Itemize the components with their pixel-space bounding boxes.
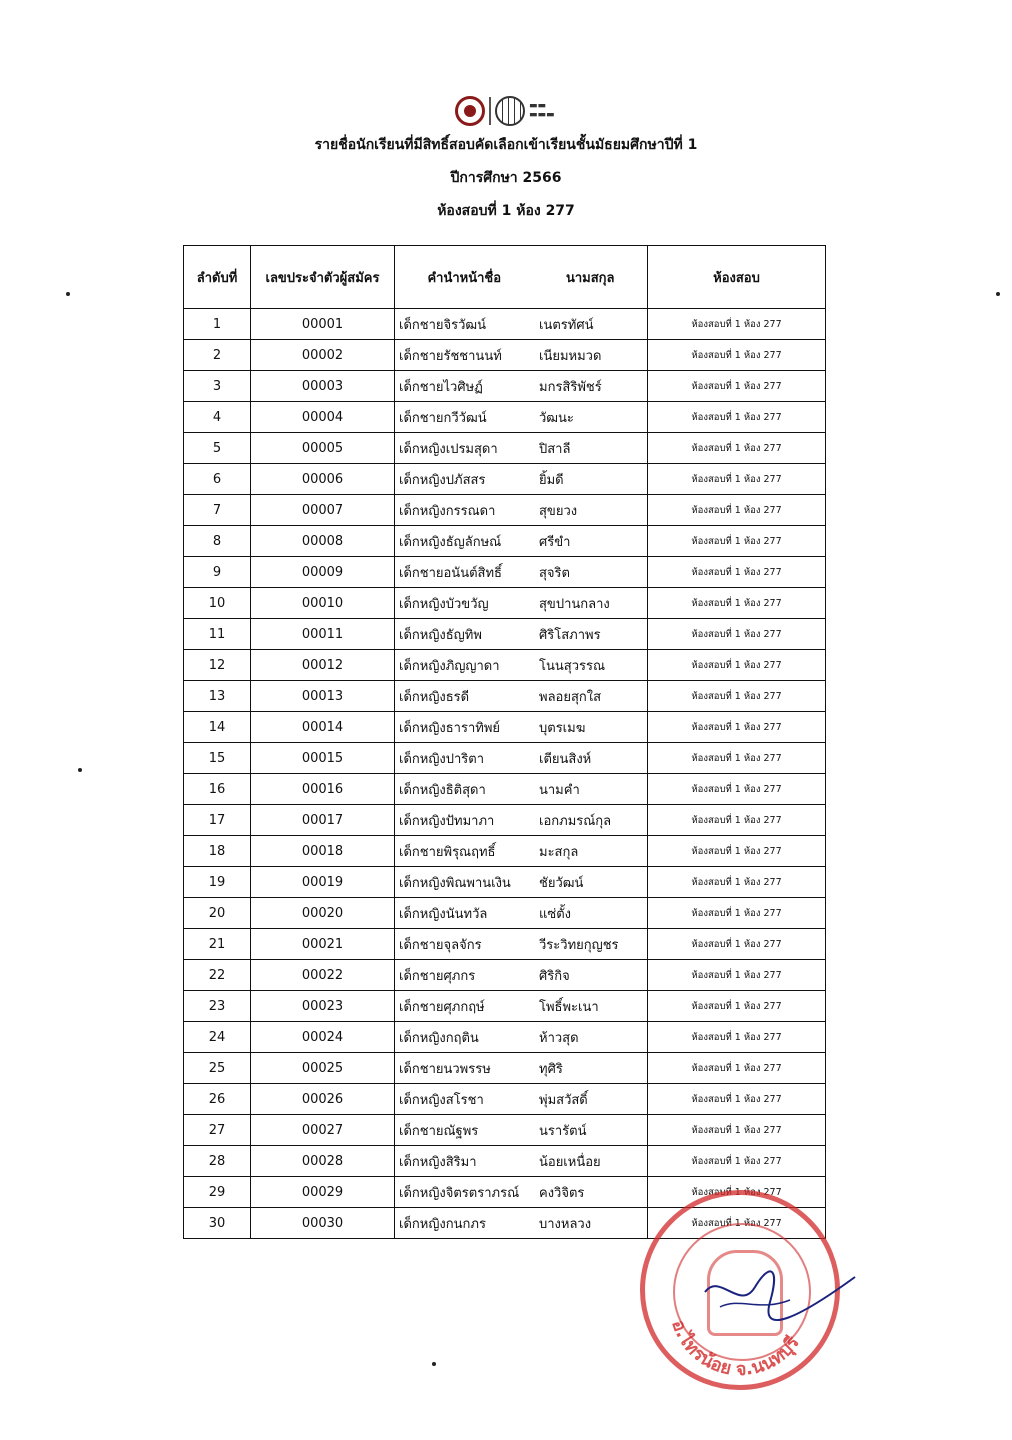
cell-surname: โพธิ์พะเนา [539,999,599,1015]
cell-applicant-id: 00018 [251,836,395,867]
cell-surname: ยิ้มดี [539,472,564,488]
cell-name [395,712,648,743]
cell-first-name: เด็กหญิงกนกภร [399,1216,486,1232]
table-row [184,588,826,619]
table-row [184,681,826,712]
table-body [184,309,826,1239]
cell-first-name: เด็กหญิงปาริตา [399,751,485,767]
cell-first-name: เด็กหญิงธรดี [399,689,470,705]
table-row [184,650,826,681]
cell-exam-room: ห้องสอบที่ 1 ห้อง 277 [648,1177,826,1208]
cell-first-name: เด็กหญิงธิติสุดา [399,782,486,798]
cell-first-name: เด็กชายไวศิษฏ์ [399,379,483,395]
cell-no: 18 [184,836,251,867]
cell-first-name: เด็กหญิงปภัสสร [399,472,486,488]
cell-applicant-id: 00001 [251,309,395,340]
cell-applicant-id: 00030 [251,1208,395,1239]
cell-exam-room: ห้องสอบที่ 1 ห้อง 277 [648,774,826,805]
cell-applicant-id: 00017 [251,805,395,836]
cell-applicant-id: 00007 [251,495,395,526]
cell-first-name: เด็กชายรัชชานนท์ [399,348,502,364]
cell-exam-room: ห้องสอบที่ 1 ห้อง 277 [648,433,826,464]
cell-no: 12 [184,650,251,681]
cell-no: 4 [184,402,251,433]
table-row [184,340,826,371]
cell-first-name: เด็กชายณัฐพร [399,1123,479,1139]
cell-no: 22 [184,960,251,991]
cell-surname: นามคำ [539,782,580,798]
cell-applicant-id: 00009 [251,557,395,588]
cell-name [395,898,648,929]
cell-no: 19 [184,867,251,898]
cell-surname: สุขปานกลาง [539,596,610,612]
cell-first-name: เด็กชายจุลจักร [399,937,482,953]
cell-applicant-id: 00016 [251,774,395,805]
cell-exam-room: ห้องสอบที่ 1 ห้อง 277 [648,743,826,774]
cell-no: 3 [184,371,251,402]
cell-exam-room: ห้องสอบที่ 1 ห้อง 277 [648,836,826,867]
scan-speck [66,292,70,296]
cell-first-name: เด็กชายศุภกร [399,968,476,984]
table-row [184,402,826,433]
table-row [184,495,826,526]
table-row [184,805,826,836]
cell-no: 16 [184,774,251,805]
cell-surname: ห้าวสุด [539,1030,579,1046]
table-row [184,309,826,340]
cell-name [395,650,648,681]
cell-first-name: เด็กชายอนันต์สิทธิ์ [399,565,502,581]
cell-name [395,774,648,805]
cell-name [395,991,648,1022]
cell-surname: แซ่ตั้ง [539,906,571,922]
cell-no: 11 [184,619,251,650]
cell-first-name: เด็กชายนวพรรษ [399,1061,491,1077]
cell-first-name: เด็กหญิงกรรณดา [399,503,496,519]
cell-no: 27 [184,1115,251,1146]
cell-applicant-id: 00004 [251,402,395,433]
cell-surname: สุขยวง [539,503,578,519]
globe-logo-icon [495,96,525,126]
cell-no: 5 [184,433,251,464]
cell-applicant-id: 00015 [251,743,395,774]
cell-applicant-id: 00021 [251,929,395,960]
cell-exam-room: ห้องสอบที่ 1 ห้อง 277 [648,402,826,433]
cell-exam-room: ห้องสอบที่ 1 ห้อง 277 [648,557,826,588]
cell-first-name: เด็กหญิงบัวขวัญ [399,596,489,612]
table-row [184,991,826,1022]
cell-first-name: เด็กหญิงสโรชา [399,1092,484,1108]
cell-surname: ทุศิริ [539,1061,563,1077]
cell-exam-room: ห้องสอบที่ 1 ห้อง 277 [648,1053,826,1084]
table-row [184,464,826,495]
cell-first-name: เด็กหญิงเปรมสุดา [399,441,498,457]
cell-name [395,1084,648,1115]
cell-surname: มะสกุล [539,844,579,860]
cell-first-name: เด็กหญิงภิญญาดา [399,658,500,674]
cell-name [395,340,648,371]
cell-first-name: เด็กชายจิรวัฒน์ [399,317,487,333]
cell-surname: เนียมหมวด [539,348,602,364]
cell-surname: ศรีขำ [539,534,571,550]
cell-surname: เนตรทัศน์ [539,317,594,333]
scan-speck [78,768,82,772]
table-row [184,433,826,464]
cell-name [395,867,648,898]
cell-surname: เอกภมรณ์กุล [539,813,612,829]
cell-applicant-id: 00020 [251,898,395,929]
cell-surname: พลอยสุกใส [539,689,602,705]
cell-first-name: เด็กหญิงกฤติน [399,1030,479,1046]
table-row [184,371,826,402]
cell-surname: คงวิจิตร [539,1185,585,1201]
table-row [184,867,826,898]
cell-applicant-id: 00008 [251,526,395,557]
cell-exam-room: ห้องสอบที่ 1 ห้อง 277 [648,898,826,929]
cell-surname: เตียนสิงห์ [539,751,592,767]
cell-surname: ศิริโสภาพร [539,627,601,643]
cell-first-name: เด็กชายศุภกฤษ์ [399,999,485,1015]
cell-surname: ปิสาลี [539,441,571,457]
cell-name [395,960,648,991]
cell-exam-room: ห้องสอบที่ 1 ห้อง 277 [648,960,826,991]
cell-name [395,1208,648,1239]
header-logos [455,94,585,128]
table-row [184,1053,826,1084]
cell-name [395,588,648,619]
cell-applicant-id: 00025 [251,1053,395,1084]
logo-wordmark: ▬▬ ▬▬▬ [529,101,555,120]
cell-no: 17 [184,805,251,836]
scan-speck [996,292,1000,296]
cell-surname: บุตรเมฆ [539,720,586,736]
cell-no: 15 [184,743,251,774]
cell-exam-room: ห้องสอบที่ 1 ห้อง 277 [648,991,826,1022]
cell-surname: ชัยวัฒน์ [539,875,584,891]
cell-name [395,619,648,650]
cell-first-name: เด็กหญิงธัญลักษณ์ [399,534,502,550]
table-row [184,898,826,929]
school-emblem-icon [455,96,485,126]
cell-applicant-id: 00005 [251,433,395,464]
cell-applicant-id: 00024 [251,1022,395,1053]
cell-surname: บางหลวง [539,1216,592,1232]
cell-name [395,681,648,712]
svg-text:อ.ไทรน้อย จ.นนทบุรี [667,1317,804,1380]
cell-surname: พุ่มสวัสดิ์ [539,1092,588,1108]
cell-applicant-id: 00027 [251,1115,395,1146]
cell-name [395,309,648,340]
cell-exam-room: ห้องสอบที่ 1 ห้อง 277 [648,464,826,495]
cell-no: 28 [184,1146,251,1177]
cell-name [395,402,648,433]
cell-applicant-id: 00019 [251,867,395,898]
logo-divider [489,97,491,125]
cell-no: 14 [184,712,251,743]
cell-exam-room: ห้องสอบที่ 1 ห้อง 277 [648,1146,826,1177]
cell-exam-room: ห้องสอบที่ 1 ห้อง 277 [648,712,826,743]
cell-first-name: เด็กหญิงนันทวัล [399,906,488,922]
cell-name [395,371,648,402]
table-header-row [184,246,826,309]
cell-name [395,836,648,867]
cell-first-name: เด็กหญิงธัญทิพ [399,627,482,643]
cell-exam-room: ห้องสอบที่ 1 ห้อง 277 [648,1084,826,1115]
table-row [184,929,826,960]
cell-no: 21 [184,929,251,960]
cell-no: 25 [184,1053,251,1084]
cell-exam-room: ห้องสอบที่ 1 ห้อง 277 [648,371,826,402]
signature [700,1262,860,1322]
cell-no: 23 [184,991,251,1022]
cell-no: 20 [184,898,251,929]
cell-first-name: เด็กชายกวีวัฒน์ [399,410,487,426]
cell-no: 10 [184,588,251,619]
cell-name [395,526,648,557]
scan-speck [432,1362,436,1366]
cell-exam-room: ห้องสอบที่ 1 ห้อง 277 [648,1208,826,1239]
cell-applicant-id: 00003 [251,371,395,402]
cell-first-name: เด็กหญิงสิริมา [399,1154,477,1170]
cell-exam-room: ห้องสอบที่ 1 ห้อง 277 [648,526,826,557]
cell-no: 6 [184,464,251,495]
cell-no: 13 [184,681,251,712]
col-header-prefix-name: คำนำหน้าชื่อ [427,270,502,286]
cell-name [395,557,648,588]
cell-applicant-id: 00012 [251,650,395,681]
document-title: รายชื่อนักเรียนที่มีสิทธิ์สอบคัดเลือกเข้าเรียนชั้นมัธยมศึกษาปีที่ 1 [314,137,698,153]
table-row [184,619,826,650]
cell-first-name: เด็กหญิงพิณพานเงิน [399,875,511,891]
table-row [184,743,826,774]
cell-exam-room: ห้องสอบที่ 1 ห้อง 277 [648,1022,826,1053]
cell-name [395,464,648,495]
cell-first-name: เด็กชายพิรุณฤทธิ์ [399,844,496,860]
cell-surname: นรารัตน์ [539,1123,587,1139]
table-row [184,1084,826,1115]
cell-name [395,743,648,774]
cell-exam-room: ห้องสอบที่ 1 ห้อง 277 [648,1115,826,1146]
cell-name [395,805,648,836]
col-header-no: ลำดับที่ [184,246,251,309]
table-row [184,712,826,743]
cell-surname: วัฒนะ [539,410,574,426]
exam-room-heading: ห้องสอบที่ 1 ห้อง 277 [437,203,575,219]
cell-exam-room: ห้องสอบที่ 1 ห้อง 277 [648,867,826,898]
col-header-name [395,246,648,309]
table-row [184,1146,826,1177]
cell-exam-room: ห้องสอบที่ 1 ห้อง 277 [648,650,826,681]
cell-no: 26 [184,1084,251,1115]
table-row [184,836,826,867]
cell-applicant-id: 00028 [251,1146,395,1177]
cell-no: 2 [184,340,251,371]
table-row [184,1115,826,1146]
cell-first-name: เด็กหญิงปัทมาภา [399,813,495,829]
cell-applicant-id: 00013 [251,681,395,712]
cell-name [395,929,648,960]
cell-applicant-id: 00002 [251,340,395,371]
cell-first-name: เด็กหญิงจิตรตราภรณ์ [399,1185,520,1201]
academic-year: ปีการศึกษา 2566 [450,170,562,186]
cell-surname: สุจริต [539,565,570,581]
table-row [184,1022,826,1053]
cell-exam-room: ห้องสอบที่ 1 ห้อง 277 [648,805,826,836]
cell-exam-room: ห้องสอบที่ 1 ห้อง 277 [648,929,826,960]
col-header-exam-room: ห้องสอบ [648,246,826,309]
cell-no: 30 [184,1208,251,1239]
cell-no: 7 [184,495,251,526]
col-header-surname: นามสกุล [565,270,615,286]
cell-surname: โนนสุวรรณ [539,658,606,674]
table-row [184,526,826,557]
cell-surname: มกรสิริพัชร์ [539,379,602,395]
cell-no: 1 [184,309,251,340]
cell-exam-room: ห้องสอบที่ 1 ห้อง 277 [648,619,826,650]
cell-applicant-id: 00010 [251,588,395,619]
cell-surname: วีระวิทยกุญชร [539,937,619,953]
cell-applicant-id: 00011 [251,619,395,650]
cell-no: 9 [184,557,251,588]
student-roster-table [183,245,826,1239]
cell-name [395,1177,648,1208]
cell-exam-room: ห้องสอบที่ 1 ห้อง 277 [648,681,826,712]
cell-applicant-id: 00026 [251,1084,395,1115]
cell-exam-room: ห้องสอบที่ 1 ห้อง 277 [648,495,826,526]
cell-name [395,1146,648,1177]
cell-applicant-id: 00006 [251,464,395,495]
cell-surname: น้อยเหนื่อย [539,1154,601,1170]
cell-applicant-id: 00022 [251,960,395,991]
cell-exam-room: ห้องสอบที่ 1 ห้อง 277 [648,340,826,371]
cell-applicant-id: 00029 [251,1177,395,1208]
cell-name [395,1115,648,1146]
cell-applicant-id: 00023 [251,991,395,1022]
cell-exam-room: ห้องสอบที่ 1 ห้อง 277 [648,309,826,340]
cell-name [395,495,648,526]
table-row [184,557,826,588]
cell-no: 8 [184,526,251,557]
stamp-location-text: อ.ไทรน้อย จ.นนทบุรี [667,1317,804,1381]
table-row [184,774,826,805]
cell-surname: ศิริกิจ [539,968,570,984]
cell-name [395,1053,648,1084]
col-header-applicant-id: เลขประจำตัวผู้สมัคร [251,246,395,309]
cell-first-name: เด็กหญิงธาราทิพย์ [399,720,501,736]
cell-name [395,1022,648,1053]
cell-no: 29 [184,1177,251,1208]
cell-exam-room: ห้องสอบที่ 1 ห้อง 277 [648,588,826,619]
cell-no: 24 [184,1022,251,1053]
table-row [184,960,826,991]
cell-applicant-id: 00014 [251,712,395,743]
cell-name [395,433,648,464]
